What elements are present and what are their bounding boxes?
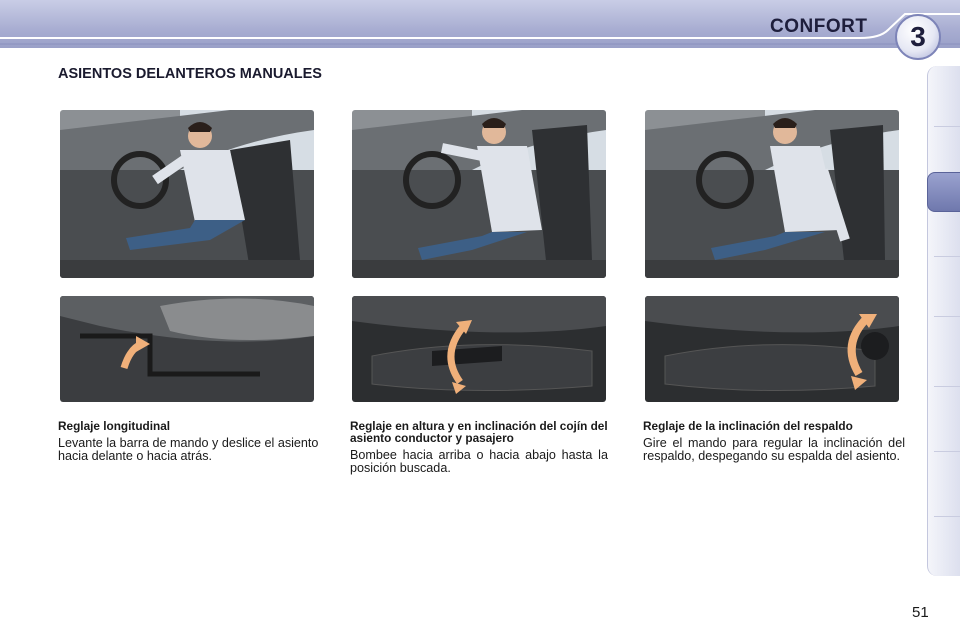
tab-divider: [934, 516, 960, 517]
column-longitudinal: [58, 420, 320, 463]
column-height: [350, 420, 608, 475]
page-number: 51: [912, 604, 929, 621]
chapter-tab-strip: [927, 66, 960, 576]
section-title: ASIENTOS DELANTEROS MANUALES: [58, 66, 322, 82]
tab-divider: [934, 451, 960, 452]
chapter-title: CONFORT: [770, 16, 868, 37]
text-longitudinal: Levante la barra de mando y deslice el asiento hacia delante o hacia atrás.: [58, 436, 319, 463]
heading-height: Reglaje en altura y en inclinación del cojín del asiento conductor y pasajero: [350, 419, 608, 445]
photo-control-longitudinal: [60, 296, 314, 402]
heading-longitudinal: Reglaje longitudinal: [58, 419, 171, 433]
photo-control-backrest: [645, 296, 899, 402]
tab-divider: [934, 386, 960, 387]
column-backrest: [643, 420, 905, 463]
tab-divider: [934, 126, 960, 127]
photo-seat-height: [352, 110, 606, 278]
photo-backrest-recline: [645, 110, 899, 278]
tab-divider: [934, 316, 960, 317]
heading-backrest: Reglaje de la inclinación del respaldo: [643, 419, 853, 433]
chapter-tab-active[interactable]: [927, 172, 960, 212]
photo-seat-longitudinal: [60, 110, 314, 278]
text-height: Bombee hacia arriba o hacia abajo hasta la posición buscada.: [350, 448, 608, 475]
chapter-number-badge: 3: [895, 14, 941, 60]
photo-control-height: [352, 296, 606, 402]
text-backrest: Gire el mando para regular la inclinación del respaldo, despegando su espalda del asiento.: [643, 436, 905, 463]
tab-divider: [934, 256, 960, 257]
